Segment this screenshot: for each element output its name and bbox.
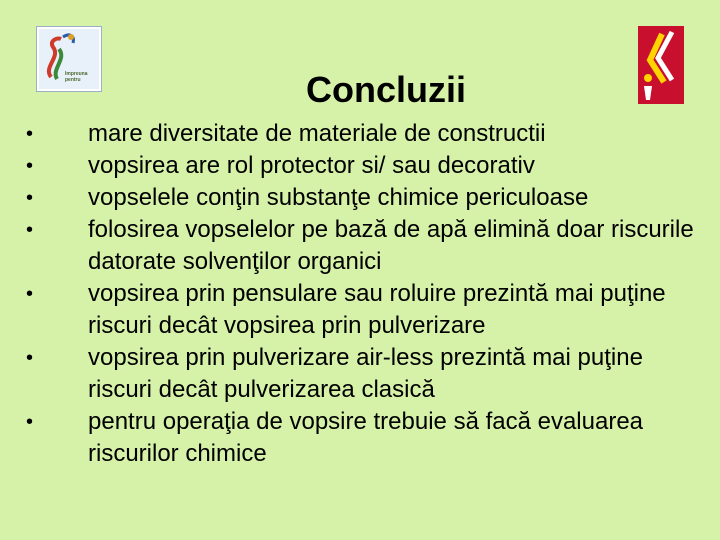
- brand-logo: [638, 26, 684, 104]
- list-item-text: pentru operaţia de vopsire trebuie să facă evaluarea riscurilor chimice: [88, 408, 644, 467]
- bullet-icon: •: [26, 347, 34, 369]
- slide-title: Concluzii: [306, 69, 466, 110]
- bullet-icon: •: [26, 123, 34, 145]
- bullet-list: [26, 118, 706, 470]
- list-item-text: mare diversitate de materiale de constructii: [88, 120, 546, 147]
- list-item: [26, 406, 706, 470]
- list-item-text: vopsirea prin pensulare sau roluire prezintă mai puţine riscuri decât vopsirea prin pulverizare: [88, 280, 666, 339]
- project-logo-text: Impreuna pentru: [65, 71, 88, 83]
- list-item-text: vopselele conţin substanţe chimice periculoase: [88, 184, 589, 211]
- bullet-icon: •: [26, 411, 34, 433]
- brand-logo-icon: [638, 26, 684, 104]
- list-item-text: vopsirea prin pulverizare air-less prezintă mai puţine riscuri decât pulverizarea clasică: [88, 344, 643, 403]
- bullet-icon: •: [26, 155, 34, 177]
- list-item: [26, 278, 706, 342]
- project-logo: [36, 26, 102, 92]
- list-item: [26, 150, 706, 182]
- list-item: [26, 182, 706, 214]
- list-item-text: folosirea vopselelor pe bază de apă elimină doar riscurile datorate solvenţilor organici: [88, 216, 694, 275]
- bullet-icon: •: [26, 283, 34, 305]
- list-item: [26, 214, 706, 278]
- list-item: [26, 342, 706, 406]
- bullet-icon: •: [26, 219, 34, 241]
- bullet-icon: •: [26, 187, 34, 209]
- list-item-text: vopsirea are rol protector si/ sau decorativ: [88, 152, 535, 179]
- list-item: [26, 118, 706, 150]
